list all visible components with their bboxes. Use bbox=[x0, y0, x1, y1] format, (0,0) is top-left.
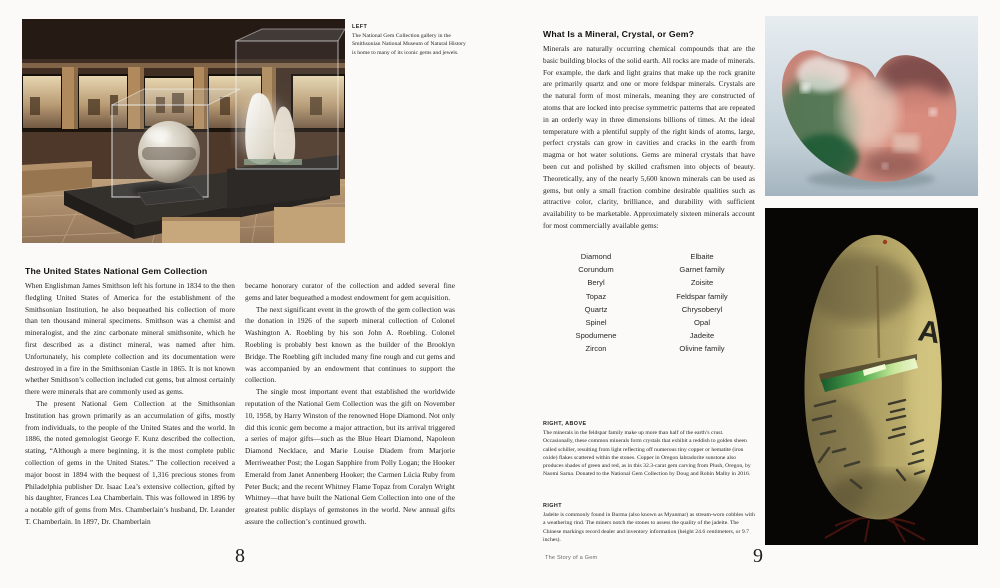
mineral-item: Spodumene bbox=[575, 331, 617, 341]
right-intro-text bbox=[543, 43, 755, 249]
mineral-item: Garnet family bbox=[679, 265, 725, 275]
mineral-item: Zircon bbox=[585, 344, 607, 354]
mineral-item: Olivine family bbox=[679, 344, 725, 354]
boulder-letter-marking: A bbox=[915, 314, 943, 351]
mineral-item: Diamond bbox=[580, 252, 612, 261]
caption-right bbox=[543, 503, 755, 544]
mineral-item: Feldspar family bbox=[676, 291, 728, 301]
paragraph: The single most important event that established the worldwide reputation of the National Gem Collection was the gift on November 10, 1958, by Harry Winston of the renowned Hope Diamond. Not only did this iconic gem become a major attraction, but its arrival triggered a series of major gifts—such as the Blue Heart Diamond, Napoleon Diamond Necklace, and Marie Louise Diadem from Marjorie Merriweather Post; the Logan Sapphire from Polly Logan; the Hooker Emerald from Janet Annenberg Hooker; the Carmen Lúcia Ruby from Peter Buck; and the recent Whitney Flame Topaz from Coralyn Wright Whitney—that have built the National Gem Collection into one of the greatest public displays of gemstones in the world. New annual gifts assure the collection’s continued growth. bbox=[245, 387, 455, 526]
caption-text: The minerals in the feldspar family make up more than half of the earth’s crust. Occasionally, these common minerals form crystals that exhibit a reddish to golden sheen called schiller, resulting from light reflecting off numerous tiny copper or hematite (iron oxide) flakes scattered within the stones. Copper in Oregon labradorite sunstone also produces shades of green and red, as in this 32.3-carat gem carving from Plush, Oregon, by Naomi Sarna. Donated to the National Gem Collection by Doug and Robin Malby in 2016. bbox=[543, 430, 751, 478]
mineral-item: Chrysoberyl bbox=[681, 304, 723, 314]
right-page-heading: What Is a Mineral, Crystal, or Gem? bbox=[543, 29, 695, 39]
jadeite-photo-art bbox=[765, 208, 978, 545]
mineral-column-1 bbox=[543, 250, 649, 358]
mineral-item: Zoisite bbox=[690, 278, 714, 288]
paragraph: When Englishman James Smithson left his fortune in 1834 to the then fledgling United States of America for the establishment of the Smithsonian Institution, he also bequeathed his collection of more than ten thousand mineral specimens. Smithson was a chemist and mineralogist, and the zinc carbonate mineral smithsonite, which he first described as a distinct mineral, was named after him. Unfortunately, his complete collection and its documentation were destroyed in a fire in the Smithsonian Castle in 1865. It is not known whether Smithson’s collection included cut gems, but almost certainly there were minerals that are commonly used as gems. bbox=[25, 281, 235, 397]
caption-label: LEFT bbox=[352, 24, 368, 30]
sunstone-photo-art bbox=[765, 16, 978, 196]
page-number-right: 9 bbox=[753, 545, 763, 567]
mineral-column-2 bbox=[649, 250, 755, 358]
paragraph: Minerals are naturally occurring chemical compounds that are the basic building blocks of the solid earth. All rocks are made of minerals. For example, the dark and light grains that make up the rock granite are primarily quartz and one or more feldspar minerals. Crystals are the natural form of most minerals, meaning they are constructed of atoms that are locked into precise symmetric patterns that are repeated in an orderly way in three dimensions billions of times. At the ideal temperature with a plentiful supply of the right kinds of atoms, large, perfect crystals can grow in cavities and cracks in the earth from magma or hot water solutions. Gems are mineral crystals that have been cut and polished by skilled craftsmen into objects of beauty. Theoretically, any of the nearly 5,600 known minerals can be used as gems, but only a small fraction combine desirable qualities such as attractive color, clarity, brilliance, and durability with sufficient availability to be marketable. Approximately sixteen minerals account for most commercially available gems: bbox=[543, 44, 755, 230]
caption-label: RIGHT, ABOVE bbox=[543, 421, 587, 427]
gallery-photo-art bbox=[22, 19, 345, 243]
caption-text: Jadeite is commonly found in Burma (also known as Myanmar) as stream-worn cobbles with a weathering rind. The miners notch the stones to assess the quality of the jadeite. The Chinese markings record dealer and inventory information (height 24.6 centimeters, or 9.7 inches). bbox=[543, 512, 755, 543]
mineral-item: Beryl bbox=[587, 278, 605, 288]
paragraph: became honorary curator of the collection and added several fine gems and later bequeathed a modest endowment for gem acquisition. bbox=[245, 281, 455, 302]
left-column-1 bbox=[25, 280, 235, 546]
mineral-item: Quartz bbox=[584, 304, 608, 314]
sunstone-carving-photo bbox=[765, 16, 978, 196]
left-column-2 bbox=[245, 280, 455, 546]
paragraph: The next significant event in the growth of the gem collection was the donation in 1926 of the superb mineral collection of Colonel Washington A. Roebling by his son John A. Roebling. Colonel Roebling is probably best known as the builder of the Brooklyn Bridge. The Roebling gift included many fine rough and cut gems and was accompanied by an endowment that continues to support the collection. bbox=[245, 304, 455, 385]
mineral-item: Corundum bbox=[578, 265, 614, 275]
mineral-item: Topaz bbox=[585, 291, 607, 301]
page-number-left: 8 bbox=[235, 545, 245, 567]
photo-caption-left bbox=[352, 24, 466, 57]
mineral-list bbox=[543, 250, 755, 358]
paragraph: The present National Gem Collection at the Smithsonian Institution has grown primarily as an accumulation of gifts, mostly from individuals, to the people of the United States and the world. In 1886, the noted gemologist George F. Kunz described the collection, stating, “Although a mere beginning, it is the most complete public collection of gems in the United States.” The collection received a major boost in 1894 with the bequest of 1,316 precious stones from Philadelphia publisher Dr. Isaac Lea’s extensive collection, gifted by his daughter, Frances Lea Chamberlain. This was followed in 1896 by a notable gift of gems from Mrs. Chamberlain’s husband, Dr. Leander T. Chamberlain. In 1897, Dr. Chamberlain bbox=[25, 398, 235, 526]
mineral-item: Jadeite bbox=[689, 331, 715, 341]
jadeite-boulder-photo bbox=[765, 208, 978, 545]
caption-label: RIGHT bbox=[543, 503, 563, 509]
mineral-item: Elbaite bbox=[690, 252, 714, 261]
mineral-item: Opal bbox=[693, 318, 711, 328]
left-page-heading: The United States National Gem Collection bbox=[25, 266, 208, 276]
running-footer: The Story of a Gem bbox=[545, 555, 598, 561]
caption-text: The National Gem Collection gallery in the Smithsonian National Museum of Natural History is home to many of its iconic gems and jewels. bbox=[352, 33, 466, 56]
caption-right-above bbox=[543, 421, 755, 479]
mineral-item: Spinel bbox=[585, 318, 607, 328]
gallery-photo bbox=[22, 19, 345, 243]
